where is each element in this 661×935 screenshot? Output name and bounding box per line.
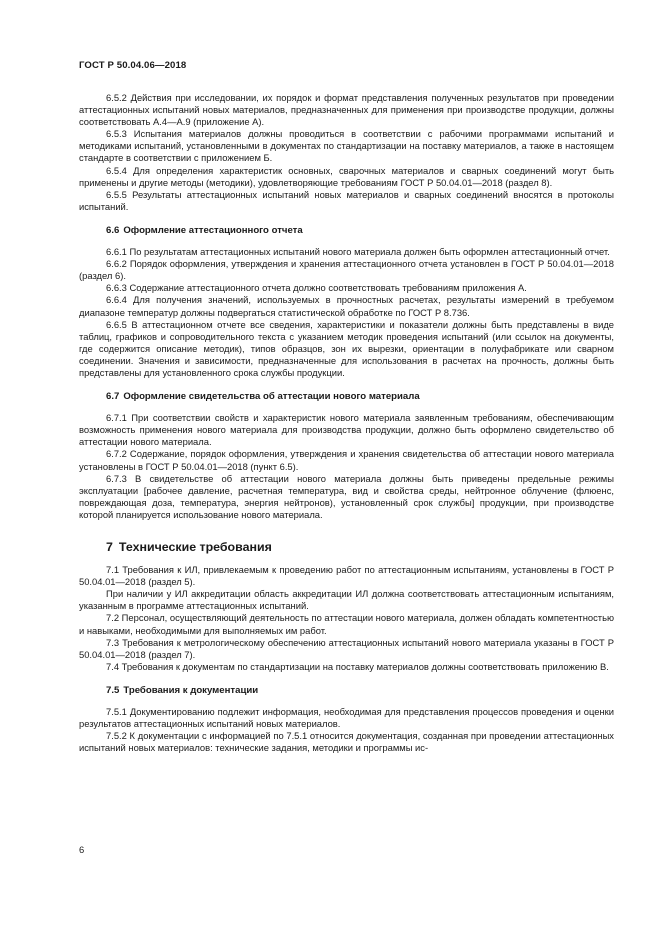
paragraph: 7.5.1 Документированию подлежит информация, необходимая для представления процессов проведения и оценки результатов аттестационных испытаний новых материалов. [79,706,614,730]
paragraph: 6.7.3 В свидетельстве об аттестации нового материала должны быть приведены предельные режимы эксплуатации [рабочее давление, расчетная температура, вид и свойства среды, нейтронное облучение (флюенс, повреждающая доза, температура, энергия нейтронов), установленный срок службы] продукции, при производстве которой планируется использование нового материала. [79,472,614,520]
paragraph: При наличии у ИЛ аккредитации область аккредитации ИЛ должна соответствовать аттестационным испытаниям, указанным в программе аттестационных испытаний. [79,588,614,612]
subsection-heading [79,391,614,403]
paragraph: 7.3 Требования к метрологическому обеспечению аттестационных испытаний нового материала указаны в ГОСТ Р 50.04.01—2018 (раздел 7). [79,636,614,660]
heading-text: Оформление свидетельства об аттестации нового материала [123,391,420,403]
document-header: ГОСТ Р 50.04.06—2018 [79,60,187,71]
subsection-heading [79,225,614,237]
heading-text: Технические требования [118,540,272,554]
paragraph: 6.6.3 Содержание аттестационного отчета должно соответствовать требованиям приложения А. [106,282,527,294]
paragraph: 6.5.3 Испытания материалов должны проводиться в соответствии с рабочими программами испытаний и методиками испытаний, установленными в документах по стандартизации на поставку материалов, а также в настоящем стандарте в соответствии с приложением Б. [79,128,614,164]
paragraph: 7.1 Требования к ИЛ, привлекаемым к проведению работ по аттестационным испытаниям, установлены в ГОСТ Р 50.04.01—2018 (раздел 5). [79,564,614,588]
paragraph: 6.6.5 В аттестационном отчете все сведения, характеристики и показатели должны быть представлены в виде таблиц, графиков и сопроводительного текста с указанием методик проведения испытаний (или ссылок на документы, где содержится описание методик), типов образцов, зон их вырезки, ориентации в полуфабрикате или сварном соединении. Значения и зависимости, предназначенные для использования в расчетах на прочность, должны быть представлены для установленного срока службы продукции. [79,318,614,378]
heading-number: 6.6 [106,224,120,236]
heading-number: 6.7 [106,391,120,403]
paragraph: 6.6.1 По результатам аттестационных испытаний нового материала должен быть оформлен аттестационный отчет. [106,246,610,258]
subsection-heading [79,685,614,697]
paragraph: 6.7.1 При соответствии свойств и характеристик нового материала заявленным требованиям, обеспечивающим возможность применения нового материала для производства продукции, должно быть оформлено свидетельство об аттестации нового материала. [79,412,614,448]
heading-number: 7.5 [106,684,120,696]
heading-text: Оформление аттестационного отчета [123,224,303,236]
paragraph: 6.6.4 Для получения значений, используемых в прочностных расчетах, результаты измерений в требуемом диапазоне температур должны подвергаться статистической обработке по ГОСТ Р 8.736. [79,294,614,318]
heading-text: Требования к документации [123,684,259,696]
paragraph: 6.7.2 Содержание, порядок оформления, утверждения и хранения свидетельства об аттестации нового материала установлены в ГОСТ Р 50.04.01—2018 (пункт 6.5). [79,448,614,472]
paragraph: 7.2 Персонал, осуществляющий деятельность по аттестации нового материала, должен обладать компетентностью и навыками, необходимыми для выполняемых им работ. [79,612,614,636]
paragraph: 6.5.5 Результаты аттестационных испытаний новых материалов и сварных соединений вносятся в протоколы испытаний. [79,188,614,212]
paragraph: 6.5.4 Для определения характеристик основных, сварочных материалов и сварных соединений могут быть применены и другие методы (методики), удовлетворяющие требованиям ГОСТ Р 50.04.01—2018 (раздел 8). [79,164,614,188]
document-body [79,92,614,754]
heading-number: 7 [106,540,113,554]
paragraph: 7.5.2 К документации с информацией по 7.5.1 относится документация, созданная при проведении аттестационных испытаний новых материалов: технические задания, методики и программы ис- [79,730,614,754]
section-heading [79,541,614,553]
page-number: 6 [79,844,85,855]
paragraph: 6.6.2 Порядок оформления, утверждения и хранения аттестационного отчета установлен в ГОСТ Р 50.04.01—2018 (раздел 6). [79,258,614,282]
paragraph: 6.5.2 Действия при исследовании, их порядок и формат представления полученных результатов при проведении аттестационных испытаний новых материалов, предназначенных для применения при производстве продукции, должны соответствовать А.4—А.9 (приложение А). [79,92,614,128]
paragraph: 7.4 Требования к документам по стандартизации на поставку материалов должны соответствовать приложению В. [106,660,609,672]
